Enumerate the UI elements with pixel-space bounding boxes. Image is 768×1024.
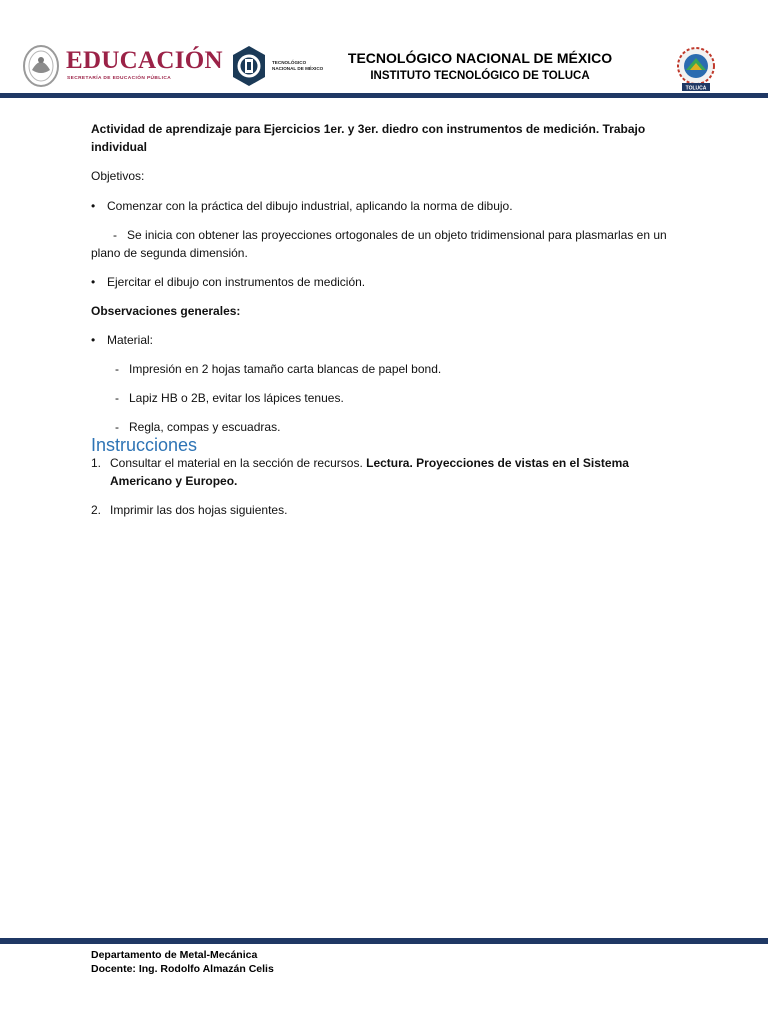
instruction-1-bold: Lectura. Proyecciones de vistas en el Sistema Americano y Europeo.	[110, 456, 629, 488]
header-subtitle: INSTITUTO TECNOLÓGICO DE TOLUCA	[370, 70, 590, 82]
toluca-logo-icon	[674, 46, 718, 92]
material-item	[91, 331, 671, 349]
material-list-item	[91, 418, 671, 436]
instruction-1-text: Consultar el material en la sección de recursos.	[110, 456, 367, 470]
observations-label: Observaciones generales:	[91, 304, 241, 318]
footer-department: Departamento de Metal-Mecánica	[91, 949, 258, 961]
material-item-text: Regla, compas y escuadras.	[129, 420, 281, 434]
footer-teacher: Docente: Ing. Rodolfo Almazán Celis	[91, 963, 274, 975]
instruction-item	[91, 454, 671, 490]
bullet-mark: •	[91, 199, 96, 213]
material-label: Material:	[107, 333, 154, 347]
instruction-2-text: Imprimir las dos hojas siguientes.	[110, 503, 288, 517]
educacion-logo-subtitle: SECRETARÍA DE EDUCACIÓN PÚBLICA	[67, 76, 172, 81]
bullet-mark: •	[91, 333, 96, 347]
header-title: TECNOLÓGICO NACIONAL DE MÉXICO	[347, 50, 613, 66]
mexico-seal-icon	[22, 44, 60, 88]
number-mark: 1.	[91, 456, 102, 470]
activity-title: Actividad de aprendizaje para Ejercicios 1er. y 3er. diedro con instrumentos de medición. Trabajo individual	[91, 122, 646, 154]
educacion-logo-word: EDUCACIÓN	[66, 47, 223, 74]
objectives-label: Objetivos:	[91, 169, 145, 183]
dash-mark: -	[115, 362, 119, 376]
material-item-text: Lapiz HB o 2B, evitar los lápices tenues.	[129, 391, 344, 405]
objective-item	[91, 273, 671, 291]
objective-sub-item	[91, 226, 671, 262]
document-body	[91, 120, 671, 519]
header-divider	[0, 93, 768, 98]
dash-mark: -	[115, 420, 119, 434]
footer-divider	[0, 938, 768, 944]
objective-1-text: Comenzar con la práctica del dibujo industrial, aplicando la norma de dibujo.	[107, 199, 513, 213]
tecnm-logo-line2: NACIONAL DE MÉXICO	[272, 66, 324, 71]
dash-mark: -	[113, 228, 117, 242]
instruction-item	[91, 501, 671, 519]
tecnm-logo-line1: TECNOLÓGICO	[272, 60, 307, 65]
tecnm-logo-icon	[230, 45, 268, 87]
instructions-heading: Instrucciones	[91, 435, 198, 455]
objective-2-text: Ejercitar el dibujo con instrumentos de medición.	[107, 275, 366, 289]
footer	[91, 948, 274, 976]
material-list-item	[91, 389, 671, 407]
material-item-text: Impresión en 2 hojas tamaño carta blancas de papel bond.	[129, 362, 442, 376]
objective-1-sub-text: Se inicia con obtener las proyecciones ortogonales de un objeto tridimensional para plasmarlas en un plano de segunda dimensión.	[91, 228, 667, 260]
material-list-item	[91, 360, 671, 378]
toluca-logo-text: TOLUCA	[685, 85, 707, 92]
objective-item	[91, 197, 671, 215]
dash-mark: -	[115, 391, 119, 405]
bullet-mark: •	[91, 275, 96, 289]
number-mark: 2.	[91, 503, 102, 517]
